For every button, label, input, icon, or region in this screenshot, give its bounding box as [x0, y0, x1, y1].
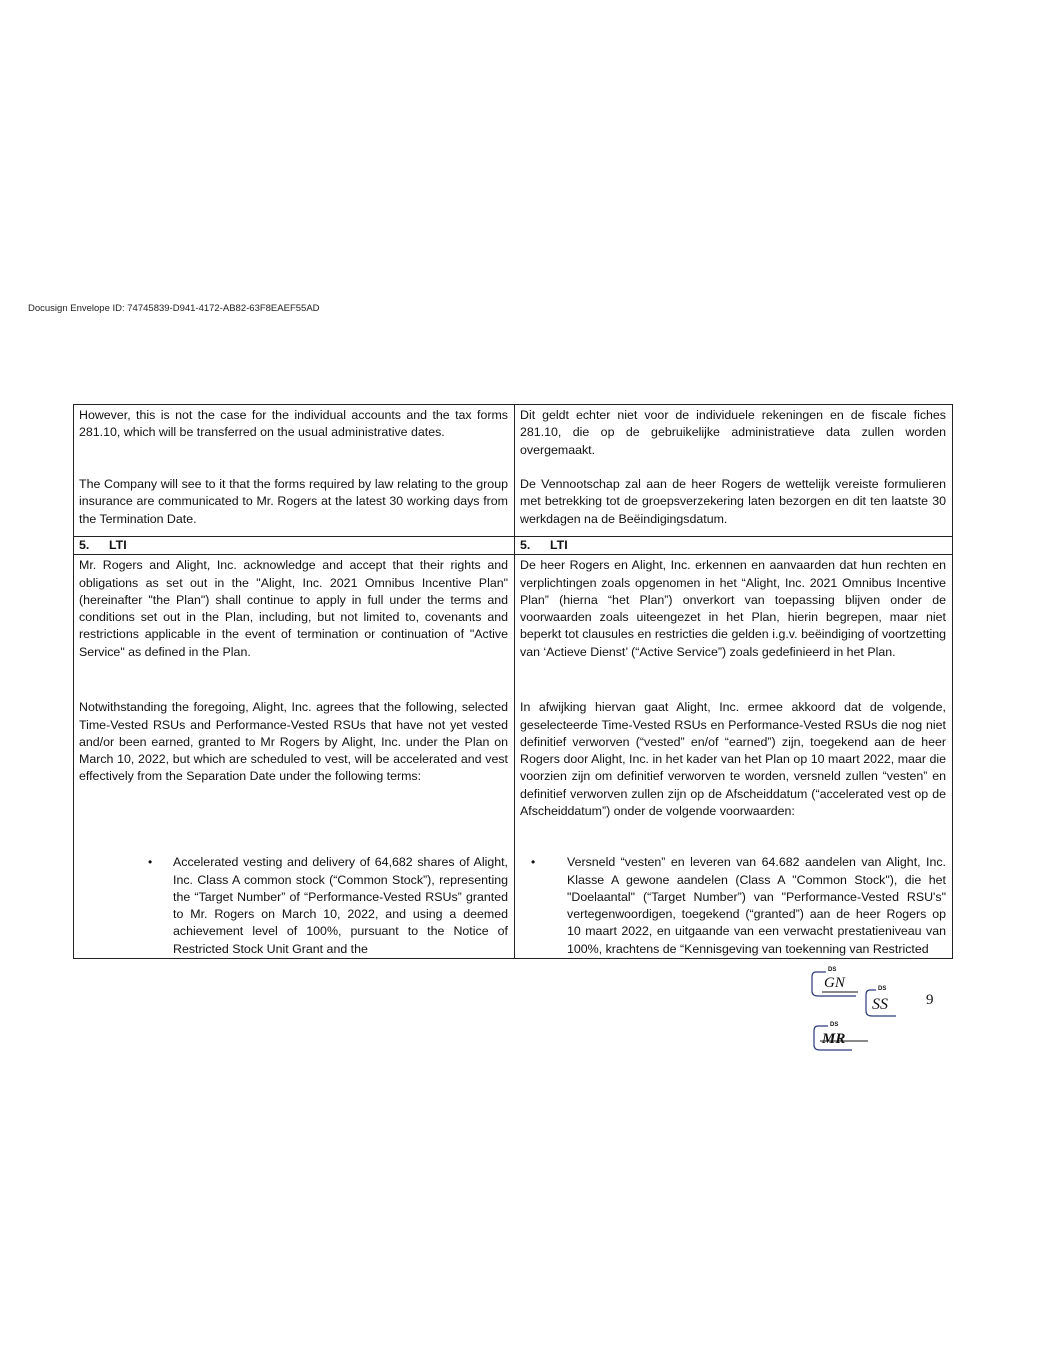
page-number: 9 — [926, 992, 934, 1008]
initials-mr: MR — [822, 1031, 846, 1047]
initials-gn: GN — [824, 975, 845, 991]
table-cell — [74, 474, 515, 536]
ds-tag: DS — [830, 1022, 839, 1028]
table-cell — [74, 555, 515, 697]
right-paragraph-group-insurance: De Vennootschap zal aan de heer Rogers de wettelijk vereiste formulieren met betrekking tot de groepsverzekering laten bezorgen en dit ten laatste 30 werkdagen na de Beëindigingsdatum. — [520, 477, 946, 526]
right-paragraph-plan: De heer Rogers en Alight, Inc. erkennen en aanvaarden dat hun rechten en verplichtingen zoals opgenomen in het “Alight, Inc. 2021 Omnibus Incentive Plan” (hierna “het Plan”) onverkort van toepassing blijven onder de voorwaarden zoals uiteengezet in het Plan, hierin begrepen, maar niet beperkt tot clausules en restricties die gelden i.g.v. beëindiging of voortzetting van ‘Actieve Dienst’ (“Active Service”) zoals gedefinieerd in het Plan. — [520, 558, 946, 659]
right-section-heading — [515, 537, 952, 554]
table-cell — [74, 697, 515, 852]
right-paragraph-tax-forms: Dit geldt echter niet voor de individuele rekeningen en de fiscale fiches 281.10, die op de gebruikelijke administratieve data zullen worden overgemaakt. — [520, 408, 946, 457]
bullet-icon: • — [531, 855, 536, 870]
section-number: 5. — [79, 538, 90, 552]
left-section-heading — [74, 537, 515, 554]
ds-tag: DS — [878, 986, 887, 992]
left-paragraph-group-insurance: The Company will see to it that the forms required by law relating to the group insurance are communicated to Mr. Rogers at the latest 30 working days from the Termination Date. — [79, 477, 508, 526]
table-cell — [515, 852, 952, 958]
left-paragraph-tax-forms: However, this is not the case for the individual accounts and the tax forms 281.10, which will be transferred on the usual administrative dates. — [79, 408, 508, 440]
table-cell — [515, 474, 952, 536]
right-bullet-item — [520, 854, 946, 958]
section-title: LTI — [550, 538, 568, 552]
bullet-icon: • — [148, 855, 153, 870]
section-title: LTI — [109, 538, 127, 552]
left-bullet-item — [79, 854, 508, 958]
section-number: 5. — [520, 538, 531, 552]
left-paragraph-plan: Mr. Rogers and Alight, Inc. acknowledge and accept that their rights and obligations as set out in the "Alight, Inc. 2021 Omnibus Incentive Plan" (hereinafter "the Plan") shall continue to apply in full under the terms and conditions set out in the Plan, including, but not limited to, covenants and restrictions applicable in the event of termination or continuation of "Active Service" as defined in the Plan. — [79, 558, 508, 659]
table-cell — [74, 852, 515, 958]
initials-ss: SS — [872, 996, 888, 1013]
docusign-initials — [806, 962, 916, 1082]
left-paragraph-acceleration: Notwithstanding the foregoing, Alight, Inc. agrees that the following, selected Time-Vested RSUs and Performance-Vested RSUs that have not yet vested and/or been earned, granted to Mr Rogers by Alight, Inc. under the Plan on March 10, 2022, but which are scheduled to vest, will be accelerated and vest effectively from the Separation Date under the following terms: — [79, 700, 508, 784]
table-row — [74, 405, 952, 474]
table-cell — [515, 697, 952, 852]
docusign-envelope-id: Docusign Envelope ID: 74745839-D941-4172-AB82-63F8EAEF55AD — [28, 303, 320, 314]
right-paragraph-acceleration: In afwijking hiervan gaat Alight, Inc. ermee akkoord dat de volgende, geselecteerde Time-Vested RSUs en Performance-Vested RSUs die nog niet definitief verworven (“vested” en/of “earned”) zijn, toegekend aan de heer Rogers door Alight, Inc. in het kader van het Plan op 10 maart 2022, maar die voorzien zijn om definitief verworven te worden, versneld zullen “vesten” en definitief verworven zullen zijn op de Afscheiddatum (“accelerated vest op de Afscheiddatum”) onder de volgende voorwaarden: — [520, 700, 946, 819]
bilingual-table — [73, 404, 953, 959]
table-row — [74, 555, 952, 697]
initials-brackets-icon — [806, 962, 916, 1082]
table-header-row — [74, 537, 952, 555]
table-row — [74, 697, 952, 852]
table-cell — [74, 405, 515, 474]
left-bullet-shares: Accelerated vesting and delivery of 64,682 shares of Alight, Inc. Class A common stock (“Common Stock”), representing the “Target Number” of “Performance-Vested RSUs” granted to Mr. Rogers on March 10, 2022, and using a deemed achievement level of 100%, pursuant to the Notice of Restricted Stock Unit Grant and the — [173, 855, 508, 956]
table-cell — [515, 555, 952, 697]
table-row — [74, 474, 952, 537]
table-cell — [515, 405, 952, 474]
table-row — [74, 852, 952, 958]
ds-tag: DS — [828, 967, 837, 973]
right-bullet-shares: Versneld “vesten” en leveren van 64.682 aandelen van Alight, Inc. Klasse A gewone aandelen (Class A "Common Stock"), die het "Doelaantal" (“Target Number”) van "Performance-Vested RSU's" vertegenwoordigen, toegekend (“granted”) aan de heer Rogers op 10 maart 2022, en uitgaande van een verwacht prestatieniveau van 100%, krachtens de “Kennisgeving van toekenning van Restricted — [567, 855, 946, 956]
